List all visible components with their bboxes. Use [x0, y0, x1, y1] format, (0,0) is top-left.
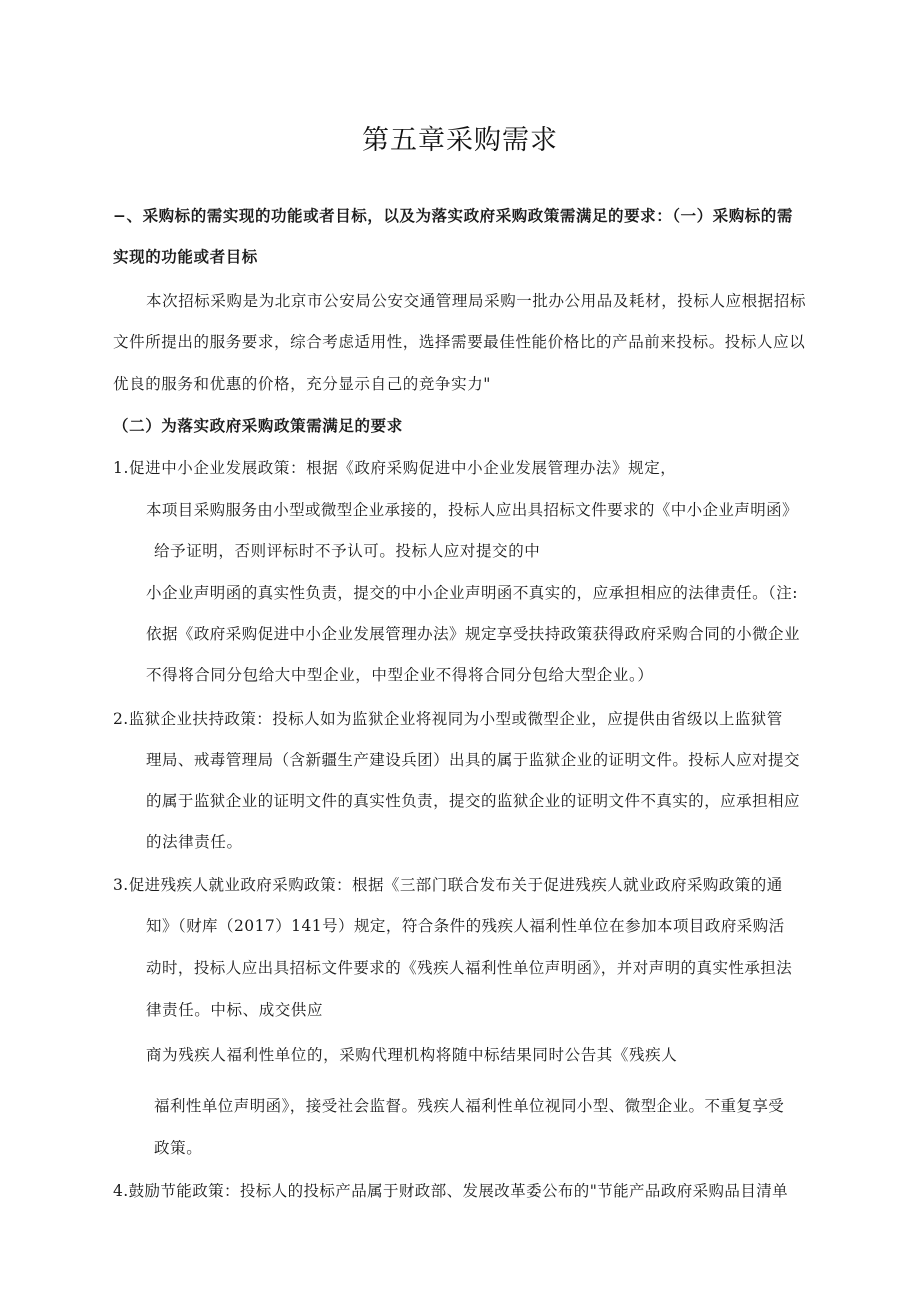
paragraph-line: 商为残疾人福利性单位的，采购代理机构将随中标结果同时公告其《残疾人 [146, 1046, 678, 1064]
paragraph-line: 的法律责任。 [146, 833, 243, 851]
paragraph-line: 本次招标采购是为北京市公安局公安交通管理局采购一批办公用品及耗材，投标人应根据招标 [146, 292, 807, 310]
paragraph-line: 的属于监狱企业的证明文件的真实性负责，提交的监狱企业的证明文件不真实的，应承担相应 [146, 792, 800, 810]
paragraph-line: 知》（财库（2017）141号）规定，符合条件的残疾人福利性单位在参加本项目政府采购活 [146, 917, 785, 935]
paragraph-line: 动时，投标人应出具招标文件要求的《残疾人福利性单位声明函》，并对声明的真实性承担法 [146, 959, 793, 977]
paragraph-line: 福利性单位声明函》，接受社会监督。残疾人福利性单位视同小型、微型企业。不重复享受 [154, 1097, 785, 1115]
paragraph-line: 依据《政府采购促进中小企业发展管理办法》规定享受扶持政策获得政府采购合同的小微企业 [146, 625, 800, 643]
section-heading-cont: 实现的功能或者目标 [113, 247, 258, 266]
paragraph-line: 给予证明，否则评标时不予认可。投标人应对提交的中 [154, 542, 541, 560]
paragraph-line: 政策。 [154, 1139, 203, 1157]
paragraph-line: 文件所提出的服务要求，综合考虑适用性，选择需要最佳性能价格比的产品前来投标。投标人应以 [113, 333, 806, 351]
paragraph-line: 律责任。中标、成交供应 [146, 1001, 324, 1019]
list-item-3: 3.促进残疾人就业政府采购政策：根据《三部门联合发布关于促进残疾人就业政府采购政策的通 [113, 876, 783, 894]
paragraph-line: 优良的服务和优惠的价格，充分显示自己的竞争实力" [113, 375, 492, 393]
subsection-heading: （二）为落实政府采购政策需满足的要求 [113, 416, 403, 435]
paragraph-line: 不得将合同分包给大中型企业，中型企业不得将合同分包给大型企业。） [146, 666, 654, 684]
paragraph-line: 理局、戒毒管理局（含新疆生产建设兵团）出具的属于监狱企业的证明文件。投标人应对提交 [146, 751, 800, 769]
page-title: 第五章采购需求 [362, 125, 558, 156]
paragraph-line: 小企业声明函的真实性负责，提交的中小企业声明函不真实的，应承担相应的法律责任。（注: [146, 584, 798, 602]
list-item-2: 2.监狱企业扶持政策：投标人如为监狱企业将视同为小型或微型企业，应提供由省级以上监狱管 [113, 710, 783, 728]
list-item-1: 1.促进中小企业发展政策：根据《政府采购促进中小企业发展管理办法》规定， [113, 459, 677, 477]
list-item-4: 4.鼓励节能政策：投标人的投标产品属于财政部、发展改革委公布的"节能产品政府采购品目清单 [113, 1182, 789, 1200]
section-heading: −、采购标的需实现的功能或者目标，以及为落实政府采购政策需满足的要求：（一）采购标的需 [113, 206, 793, 225]
paragraph-line: 本项目采购服务由小型或微型企业承接的，投标人应出具招标文件要求的《中小企业声明函》 [146, 501, 798, 519]
